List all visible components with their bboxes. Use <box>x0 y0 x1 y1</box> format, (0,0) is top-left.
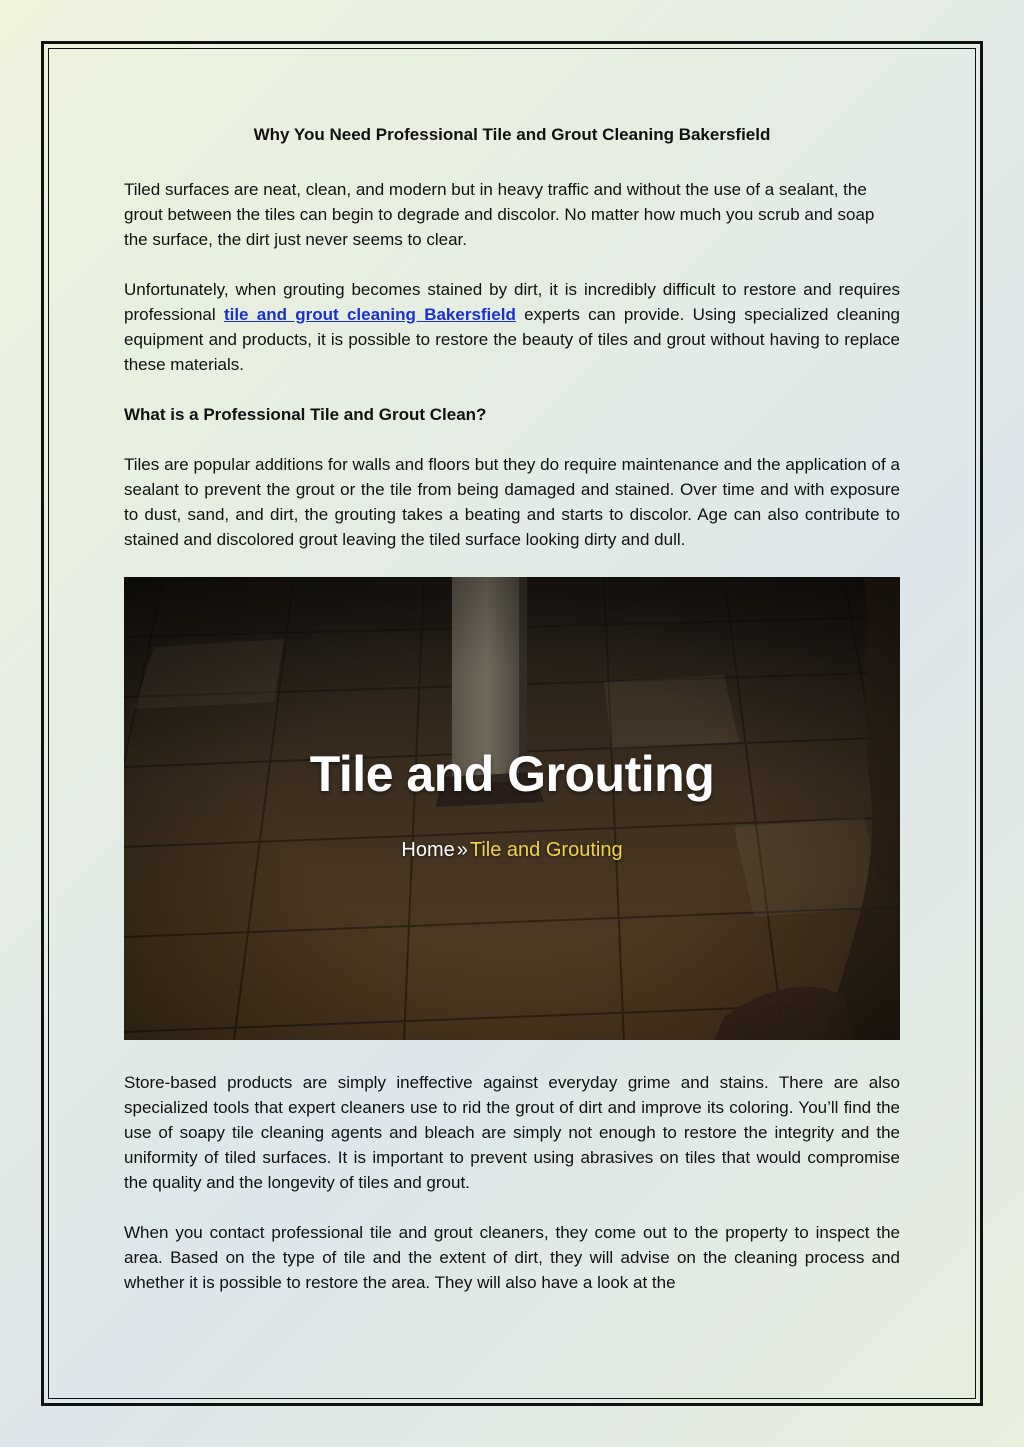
paragraph-5: When you contact professional tile and grout cleaners, they come out to the property to inspect the area. Based on the type of tile and the extent of dirt, they will advise on the cleaning process and whether it is possible to restore the area. They will also have a look at the <box>124 1223 900 1292</box>
photo-overlay-title: Tile and Grouting <box>309 746 715 802</box>
paragraph-2-text-before-link: Unfortunately, when grouting becomes stained by dirt, it is incredibly difficult to restore and requires professional <box>124 280 900 324</box>
breadcrumb-home: Home <box>401 839 455 861</box>
document-title: Why You Need Professional Tile and Grout Cleaning Bakersfield <box>253 125 771 144</box>
photo-breadcrumb <box>124 839 900 862</box>
section-subheading: What is a Professional Tile and Grout Clean? <box>124 405 487 424</box>
breadcrumb-current: Tile and Grouting <box>469 839 623 861</box>
tile-grout-cleaning-link[interactable]: tile and grout cleaning Bakersfield <box>223 305 516 324</box>
intro-paragraph: Tiled surfaces are neat, clean, and modern but in heavy traffic and without the use of a sealant, the grout between the tiles can begin to degrade and discolor. No matter how much you scrub and soap the surface, the dirt just never seems to clear. <box>124 180 875 249</box>
tile-floor-photo-graphic <box>124 577 900 1040</box>
paragraph-3: Tiles are popular additions for walls and floors but they do require maintenance and the application of a sealant to prevent the grout or the tile from being damaged and stained. Over time and with exposure to dust, sand, and dirt, the grouting takes a beating and starts to discolor. Age can also contribute to stained and discolored grout leaving the tiled surface looking dirty and dull. <box>124 455 900 549</box>
paragraph-with-link <box>124 277 900 377</box>
tile-grouting-photo <box>124 577 900 1040</box>
paragraph-4: Store-based products are simply ineffective against everyday grime and stains. There are also specialized tools that expert cleaners use to rid the grout of dirt and improve its coloring. You’ll find the use of soapy tile cleaning agents and bleach are simply not enough to restore the integrity and the uniformity of tiled surfaces. It is important to prevent using abrasives on tiles that would compromise the quality and the longevity of tiles and grout. <box>124 1073 900 1192</box>
document-body <box>124 122 900 1320</box>
breadcrumb-separator: » <box>456 839 468 861</box>
paragraph-2-text-after-link: experts can provide. Using specialized cleaning equipment and products, it is possible to restore the beauty of tiles and grout without having to replace these materials. <box>124 305 901 374</box>
